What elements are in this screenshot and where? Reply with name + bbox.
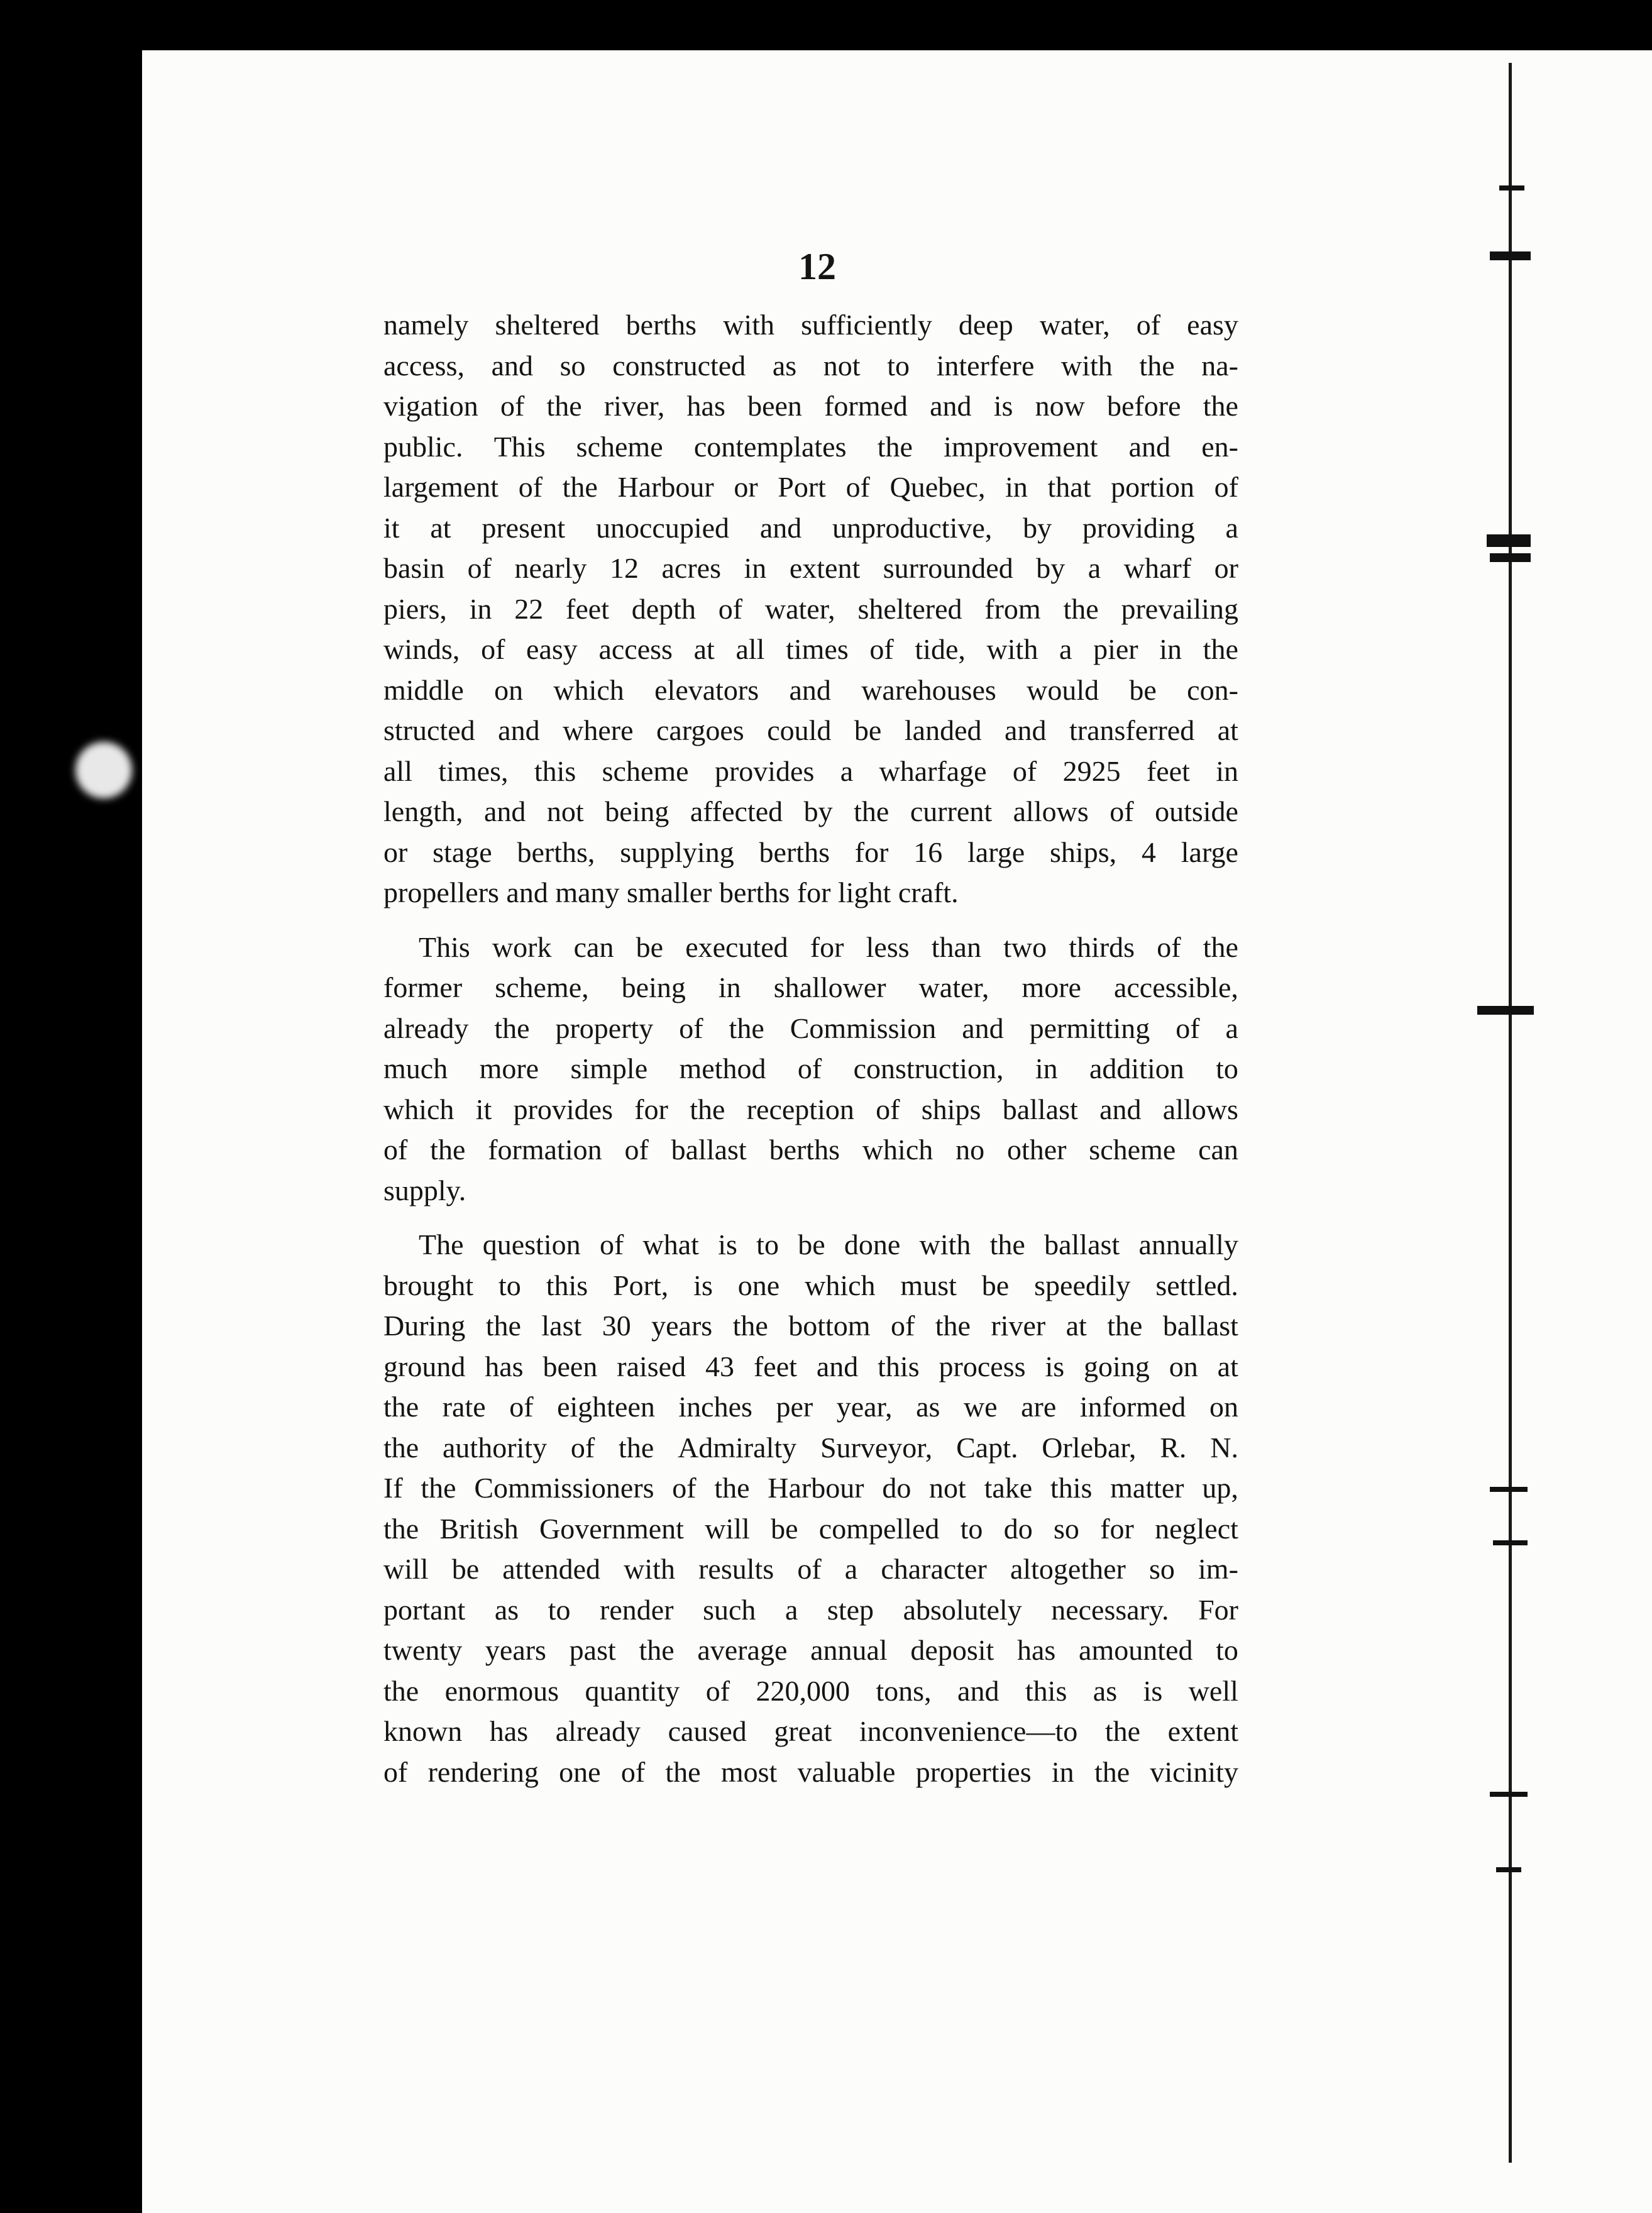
text-line: During the last 30 years the bottom of the river at the ballast — [383, 1310, 1238, 1342]
text-line: or stage berths, supplying berths for 16 large ships, 4 large — [383, 836, 1238, 868]
text-line: the authority of the Admiralty Surveyor, Capt. Orlebar, R. N. — [383, 1431, 1238, 1464]
text-line: already the property of the Commission and permitting of a — [383, 1012, 1238, 1044]
text-line: middle on which elevators and warehouses would be con- — [383, 673, 1238, 706]
binding-mark — [1477, 1006, 1534, 1015]
binding-mark — [1490, 553, 1531, 562]
binding-rule — [1509, 63, 1512, 2163]
text-line: of rendering one of the most valuable properties in the vicinity — [383, 1755, 1238, 1788]
paragraph — [383, 927, 1238, 1211]
body-text — [383, 305, 1238, 1792]
text-line: former scheme, being in shallower water, more accessible, — [383, 971, 1238, 1003]
binding-mark — [1490, 251, 1531, 260]
text-line: portant as to render such a step absolutely necessary. For — [383, 1593, 1238, 1626]
text-line: access, and so constructed as not to interfere with the na- — [383, 349, 1238, 382]
text-line: all times, this scheme provides a wharfage of 2925 feet in — [383, 754, 1238, 787]
scan-speck — [75, 742, 132, 798]
text-line: ground has been raised 43 feet and this process is going on at — [383, 1350, 1238, 1382]
text-line: twenty years past the average annual deposit has amounted to — [383, 1634, 1238, 1666]
binding-mark — [1493, 1540, 1528, 1545]
text-line: vigation of the river, has been formed and is now before the — [383, 390, 1238, 422]
text-line: This work can be executed for less than two thirds of the — [419, 930, 1238, 963]
paragraph — [383, 1225, 1238, 1792]
binding-mark — [1490, 1792, 1528, 1797]
text-line: public. This scheme contemplates the improvement and en- — [383, 430, 1238, 463]
text-line: the rate of eighteen inches per year, as we are informed on — [383, 1391, 1238, 1423]
text-line: it at present unoccupied and unproductive, by providing a — [383, 511, 1238, 544]
text-line: winds, of easy access at all times of tide, with a pier in the — [383, 633, 1238, 665]
text-line: of the formation of ballast berths which no other scheme can — [383, 1134, 1238, 1166]
text-line: supply. — [383, 1174, 466, 1206]
text-line: structed and where cargoes could be landed and transferred at — [383, 714, 1238, 746]
text-line: propellers and many smaller berths for light craft. — [383, 876, 959, 908]
text-line: The question of what is to be done with the ballast annually — [419, 1228, 1238, 1261]
binding-mark — [1496, 1867, 1521, 1872]
page-number: 12 — [798, 246, 836, 287]
text-line: much more simple method of construction, in addition to — [383, 1052, 1238, 1084]
text-line: which it provides for the reception of ships ballast and allows — [383, 1093, 1238, 1125]
text-line: the enormous quantity of 220,000 tons, and this as is well — [383, 1674, 1238, 1707]
text-line: If the Commissioners of the Harbour do not take this matter up, — [383, 1472, 1238, 1504]
text-line: length, and not being affected by the current allows of outside — [383, 795, 1238, 827]
text-line: brought to this Port, is one which must be speedily settled. — [383, 1269, 1238, 1301]
text-line: namely sheltered berths with sufficiently deep water, of easy — [383, 309, 1238, 341]
binding-mark — [1487, 534, 1531, 547]
text-line: known has already caused great inconvenience—to the extent — [383, 1715, 1238, 1747]
text-line: will be attended with results of a character altogether so im- — [383, 1553, 1238, 1585]
text-line: piers, in 22 feet depth of water, sheltered from the prevailing — [383, 592, 1238, 625]
paragraph — [383, 305, 1238, 913]
text-line: basin of nearly 12 acres in extent surrounded by a wharf or — [383, 552, 1238, 584]
text-line: the British Government will be compelled to do so for neglect — [383, 1512, 1238, 1545]
binding-mark — [1490, 1487, 1528, 1492]
binding-mark — [1499, 185, 1524, 190]
text-line: largement of the Harbour or Port of Quebec, in that portion of — [383, 471, 1238, 503]
